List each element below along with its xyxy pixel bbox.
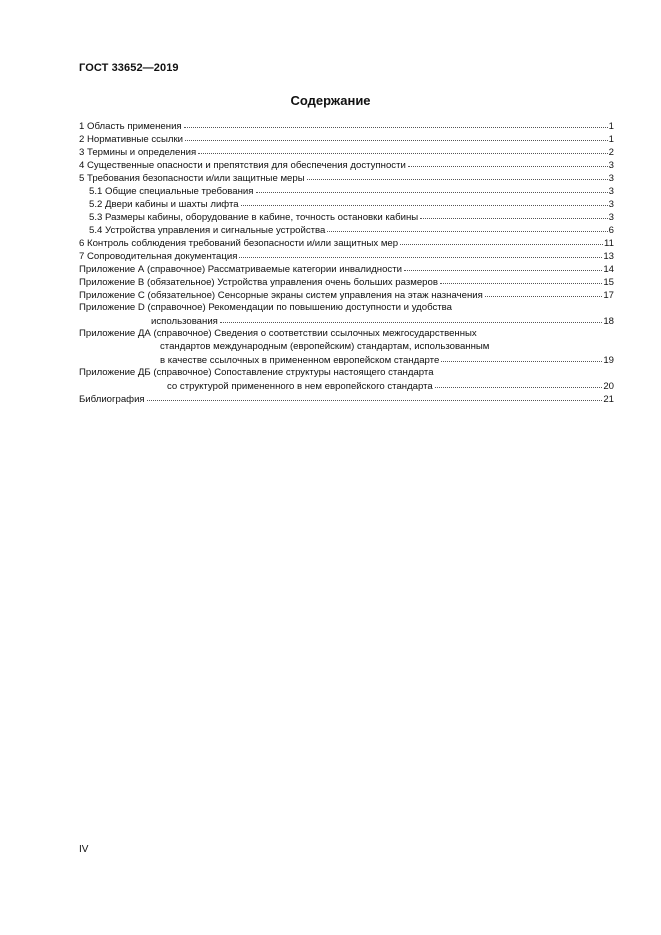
toc-entry-bibliography[interactable]: Библиография 21 [79,392,614,405]
toc-entry-6[interactable]: 6 Контроль соблюдения требований безопасности и/или защитных мер 11 [79,236,614,249]
toc-page: 6 [608,225,614,236]
toc-page: 3 [608,186,614,197]
page-number: IV [79,844,89,855]
toc-entry-annex-db-cont[interactable]: со структурой примененного в нем европейского стандарта 20 [79,379,614,392]
toc-title: Содержание [290,93,371,108]
toc-page: 21 [603,394,614,405]
toc-entry-annex-da[interactable]: Приложение ДА (справочное) Сведения о соответствии ссылочных межгосударственных [79,328,477,339]
toc-entry-3[interactable]: 3 Термины и определения 2 [79,145,614,158]
toc-entry-annex-d-cont[interactable]: использования 18 [79,314,614,327]
table-of-contents [79,119,614,405]
toc-page: 13 [603,251,614,262]
toc-page: 1 [608,121,614,132]
toc-entry-annex-b[interactable]: Приложение В (обязательное) Устройства управления очень больших размеров 15 [79,275,614,288]
toc-page: 3 [608,212,614,223]
toc-page: 3 [608,199,614,210]
toc-entry-5-3[interactable]: 5.3 Размеры кабины, оборудование в кабине, точность остановки кабины 3 [79,210,614,223]
toc-entry-annex-da-cont2[interactable]: в качестве ссылочных в примененном европейском стандарте 19 [79,353,614,366]
toc-entry-annex-db[interactable]: Приложение ДБ (справочное) Сопоставление структуры настоящего стандарта [79,367,434,378]
toc-page: 2 [608,147,614,158]
toc-entry-annex-c[interactable]: Приложение С (обязательное) Сенсорные экраны систем управления на этаж назначения 17 [79,288,614,301]
toc-entry-5[interactable]: 5 Требования безопасности и/или защитные меры 3 [79,171,614,184]
toc-entry-5-4[interactable]: 5.4 Устройства управления и сигнальные устройства 6 [79,223,614,236]
toc-page: 15 [603,277,614,288]
toc-entry-1[interactable]: 1 Область применения 1 [79,119,614,132]
toc-entry-7[interactable]: 7 Сопроводительная документация 13 [79,249,614,262]
toc-page: 18 [603,316,614,327]
toc-entry-annex-da-cont1: стандартов международным (европейским) стандартам, использованным [160,341,490,352]
toc-page: 1 [608,134,614,145]
toc-entry-annex-d[interactable]: Приложение D (справочное) Рекомендации по повышению доступности и удобства [79,302,453,313]
toc-page: 14 [603,264,614,275]
toc-entry-5-1[interactable]: 5.1 Общие специальные требования 3 [79,184,614,197]
toc-entry-annex-a[interactable]: Приложение А (справочное) Рассматриваемые категории инвалидности 14 [79,262,614,275]
toc-page: 3 [608,173,614,184]
toc-page: 19 [603,355,614,366]
toc-entry-2[interactable]: 2 Нормативные ссылки 1 [79,132,614,145]
toc-page: 11 [604,238,614,249]
toc-entry-4[interactable]: 4 Существенные опасности и препятствия для обеспечения доступности 3 [79,158,614,171]
toc-entry-5-2[interactable]: 5.2 Двери кабины и шахты лифта 3 [79,197,614,210]
toc-page: 17 [603,290,614,301]
document-code: ГОСТ 33652—2019 [79,62,179,74]
toc-page: 20 [603,381,614,392]
toc-page: 3 [608,160,614,171]
